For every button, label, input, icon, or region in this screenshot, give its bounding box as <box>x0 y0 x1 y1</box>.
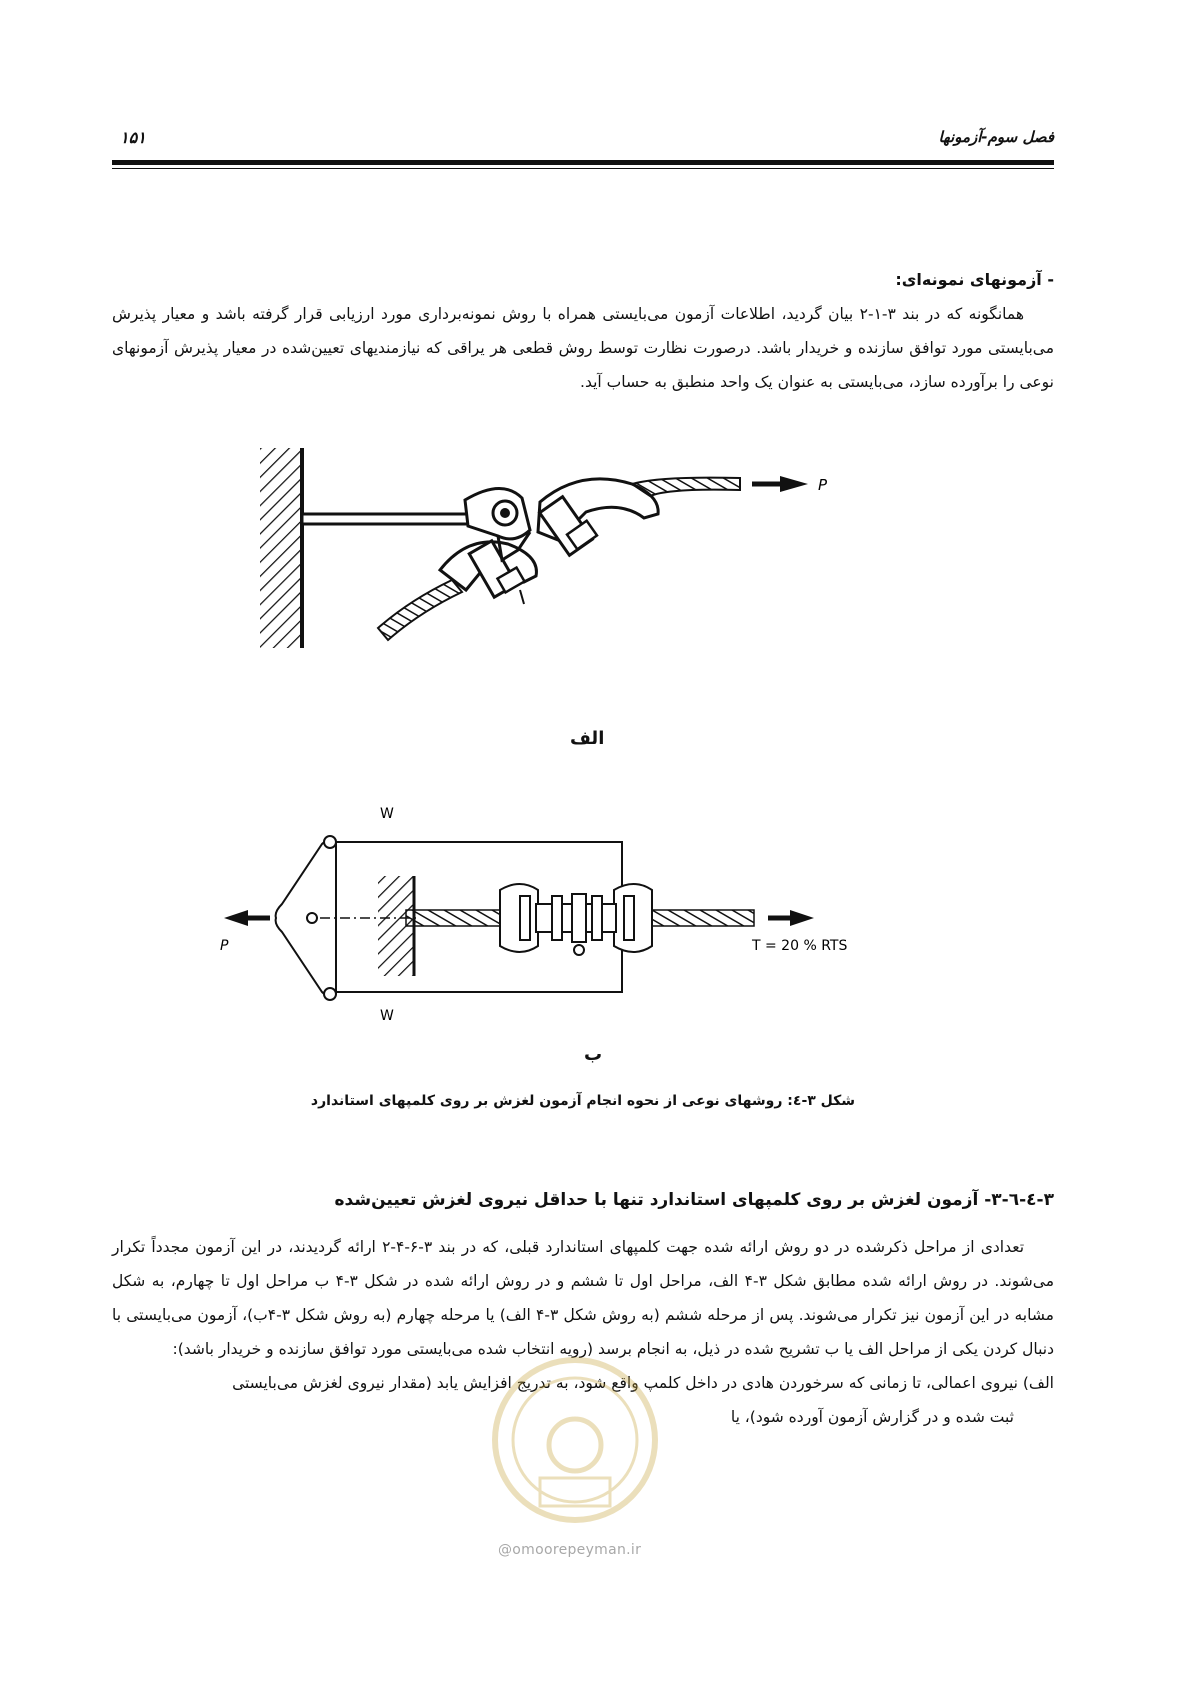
list-item-a: الف) نیروی اعمالی، تا زمانی که سرخوردن هادی در داخل کلمپ واقع شود، به تدریج افزایش یابد (مقدار نیروی لغزش می‌بایستی <box>232 1374 1054 1392</box>
header-rule <box>112 160 1054 165</box>
force-label-p: P <box>818 476 828 494</box>
weight-bottom-label: W <box>380 1008 394 1024</box>
section-title: - آزمونهای نمونه‌ای: <box>895 270 1054 289</box>
weight-top-label: W <box>380 806 394 822</box>
watermark-site: @omoorepeyman.ir <box>498 1542 642 1558</box>
header-rule-thin <box>112 168 1054 169</box>
chapter-title: فصل سوم-آزمونها <box>938 128 1054 146</box>
anchor-rod <box>302 514 472 524</box>
figure-b-diagram <box>220 800 940 1030</box>
body-paragraph: همانگونه که در بند ۳-۱-۲ بیان گردید، اطلاعات آزمون می‌بایستی همراه با روش نمونه‌برداری مورد ارزیابی قرار گرفته باشد و معیار پذیرش می‌بایستی مورد توافق سازنده و خریدار باشد. درصورت نظارت توسط روش قطعی هر یراقی که نیازمندیهای تعیین‌شده در معیار پذیرش آزمونهای نوعی را برآورده سازد، می‌بایستی به عنوان یک واحد منطبق به حساب آید. <box>112 305 1054 391</box>
page-number: ۱۵۱ <box>120 128 146 147</box>
force-label-p-left: P <box>220 938 229 954</box>
tension-label: T = 20 % RTS <box>752 938 848 954</box>
page-header <box>112 128 1054 162</box>
wall-hatch <box>260 448 302 648</box>
list-item-a-continuation: ثبت شده و در گزارش آزمون آورده شود)، یا <box>730 1408 1014 1426</box>
figure-a-diagram <box>240 440 900 700</box>
watermark-seal <box>490 1350 660 1530</box>
section-heading: ۳-٤-٦-۳- آزمون لغزش بر روی کلمپهای استاندارد تنها با حداقل نیروی لغزش تعیین‌شده <box>334 1190 1054 1210</box>
figure-caption: شکل ۳-٤: روشهای نوعی از نحوه انجام آزمون لغزش بر روی کلمپهای استاندارد <box>310 1093 856 1109</box>
sample-tests-section <box>112 263 1054 399</box>
figure-b-label: ب <box>584 1044 603 1065</box>
body-paragraph: تعدادی از مراحل ذکرشده در دو روش ارائه شده جهت کلمپهای استاندارد قبلی، که در بند ۳-۶-۴-۲ ارائه گردیدند، در این آزمون مجدداً تکرار می‌شوند. در روش ارائه شده مطابق شکل ۳-۴ الف، مراحل اول تا ششم و در روش ارائه شده در شکل ۳-۴ ب مراحل اول تا چهارم، به شکل مشابه در این آزمون نیز تکرار می‌شوند. پس از مرحله ششم (به روش شکل ۳-۴ الف) یا مرحله چهارم (به روش شکل ۳-۴ب)، آزمون می‌بایستی با دنبال کردن یکی از مراحل الف یا ب تشریح شده در ذیل، به انجام برسد (رویه انتخاب شده می‌بایستی مورد توافق سازنده و خریدار باشد): <box>112 1238 1054 1358</box>
figure-a-label: الف <box>570 728 605 749</box>
